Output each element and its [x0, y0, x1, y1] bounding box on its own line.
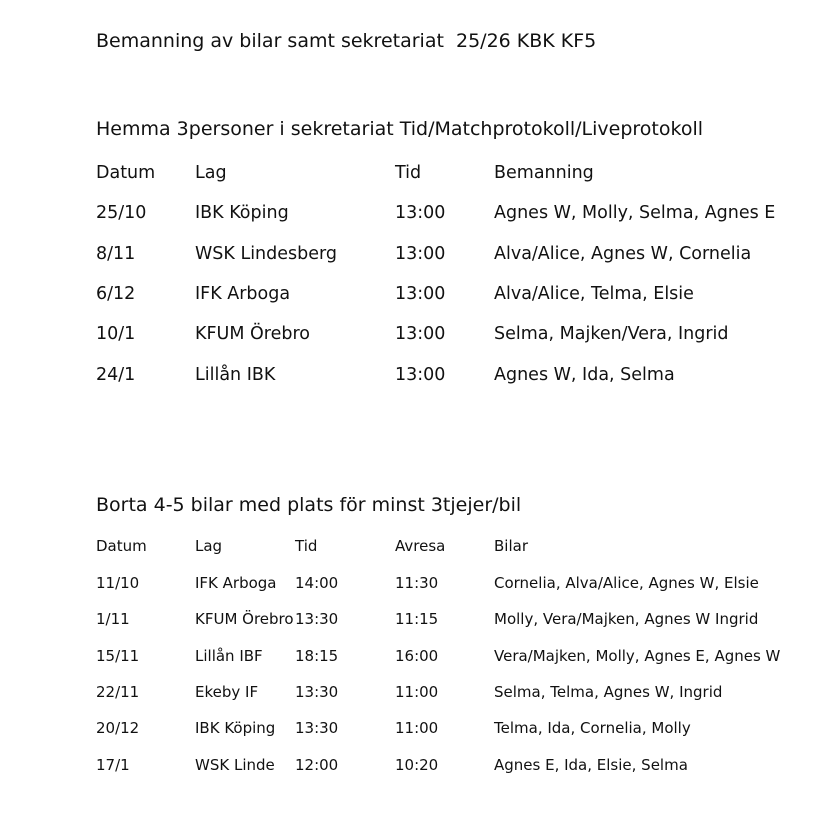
- table-row: [0, 719, 837, 743]
- table-row: [0, 244, 837, 268]
- table-row: [0, 683, 837, 707]
- away-lag: WSK Linde: [195, 756, 275, 774]
- away-section-heading: Borta 4-5 bilar med plats för minst 3tjejer/bil: [96, 494, 522, 516]
- away-tid: 13:30: [295, 719, 339, 737]
- home-lag: WSK Lindesberg: [195, 244, 338, 264]
- table-row: [0, 203, 837, 227]
- away-header-datum: Datum: [96, 537, 147, 555]
- table-row: [0, 610, 837, 634]
- home-tid: 13:00: [395, 244, 446, 264]
- away-lag: IBK Köping: [195, 719, 276, 737]
- home-datum: 25/10: [96, 203, 147, 223]
- away-header-row: [0, 537, 837, 561]
- table-row: [0, 284, 837, 308]
- home-tid: 13:00: [395, 365, 446, 385]
- away-tid: 18:15: [295, 647, 339, 665]
- away-bilar: Molly, Vera/Majken, Agnes W Ingrid: [494, 610, 759, 628]
- away-header-lag: Lag: [195, 537, 223, 555]
- away-lag: KFUM Örebro: [195, 610, 294, 628]
- away-avresa: 11:15: [395, 610, 439, 628]
- home-section-heading: Hemma 3personer i sekretariat Tid/Matchprotokoll/Liveprotokoll: [96, 118, 703, 140]
- home-datum: 10/1: [96, 324, 136, 344]
- away-lag: IFK Arboga: [195, 574, 277, 592]
- table-row: [0, 756, 837, 780]
- away-datum: 22/11: [96, 683, 140, 701]
- home-datum: 8/11: [96, 244, 136, 264]
- home-tid: 13:00: [395, 284, 446, 304]
- away-header-bilar: Bilar: [494, 537, 528, 555]
- table-row: [0, 647, 837, 671]
- away-bilar: Agnes E, Ida, Elsie, Selma: [494, 756, 688, 774]
- home-tid: 13:00: [395, 203, 446, 223]
- home-lag: IBK Köping: [195, 203, 289, 223]
- home-bemanning: Agnes W, Molly, Selma, Agnes E: [494, 203, 776, 223]
- table-row: [0, 365, 837, 389]
- home-bemanning: Agnes W, Ida, Selma: [494, 365, 675, 385]
- home-header-tid: Tid: [395, 163, 422, 183]
- away-tid: 13:30: [295, 683, 339, 701]
- table-row: [0, 574, 837, 598]
- home-tid: 13:00: [395, 324, 446, 344]
- home-bemanning: Alva/Alice, Agnes W, Cornelia: [494, 244, 752, 264]
- away-header-avresa: Avresa: [395, 537, 446, 555]
- home-header-bemanning: Bemanning: [494, 163, 594, 183]
- home-lag: Lillån IBK: [195, 365, 276, 385]
- away-avresa: 10:20: [395, 756, 439, 774]
- away-lag: Lillån IBF: [195, 647, 263, 665]
- away-datum: 11/10: [96, 574, 140, 592]
- away-datum: 20/12: [96, 719, 140, 737]
- home-datum: 6/12: [96, 284, 136, 304]
- away-avresa: 16:00: [395, 647, 439, 665]
- away-bilar: Vera/Majken, Molly, Agnes E, Agnes W: [494, 647, 781, 665]
- away-header-tid: Tid: [295, 537, 318, 555]
- home-datum: 24/1: [96, 365, 136, 385]
- away-avresa: 11:00: [395, 683, 439, 701]
- away-bilar: Cornelia, Alva/Alice, Agnes W, Elsie: [494, 574, 759, 592]
- away-lag: Ekeby IF: [195, 683, 259, 701]
- home-lag: IFK Arboga: [195, 284, 291, 304]
- home-header-row: [0, 163, 837, 187]
- away-datum: 17/1: [96, 756, 130, 774]
- away-bilar: Selma, Telma, Agnes W, Ingrid: [494, 683, 723, 701]
- home-bemanning: Alva/Alice, Telma, Elsie: [494, 284, 694, 304]
- away-avresa: 11:00: [395, 719, 439, 737]
- away-bilar: Telma, Ida, Cornelia, Molly: [494, 719, 691, 737]
- away-avresa: 11:30: [395, 574, 439, 592]
- home-lag: KFUM Örebro: [195, 324, 310, 344]
- home-header-lag: Lag: [195, 163, 227, 183]
- away-tid: 12:00: [295, 756, 339, 774]
- home-bemanning: Selma, Majken/Vera, Ingrid: [494, 324, 729, 344]
- away-tid: 13:30: [295, 610, 339, 628]
- table-row: [0, 324, 837, 348]
- away-datum: 15/11: [96, 647, 140, 665]
- home-header-datum: Datum: [96, 163, 156, 183]
- away-tid: 14:00: [295, 574, 339, 592]
- away-datum: 1/11: [96, 610, 130, 628]
- page-title: Bemanning av bilar samt sekretariat 25/26 KBK KF5: [96, 30, 597, 52]
